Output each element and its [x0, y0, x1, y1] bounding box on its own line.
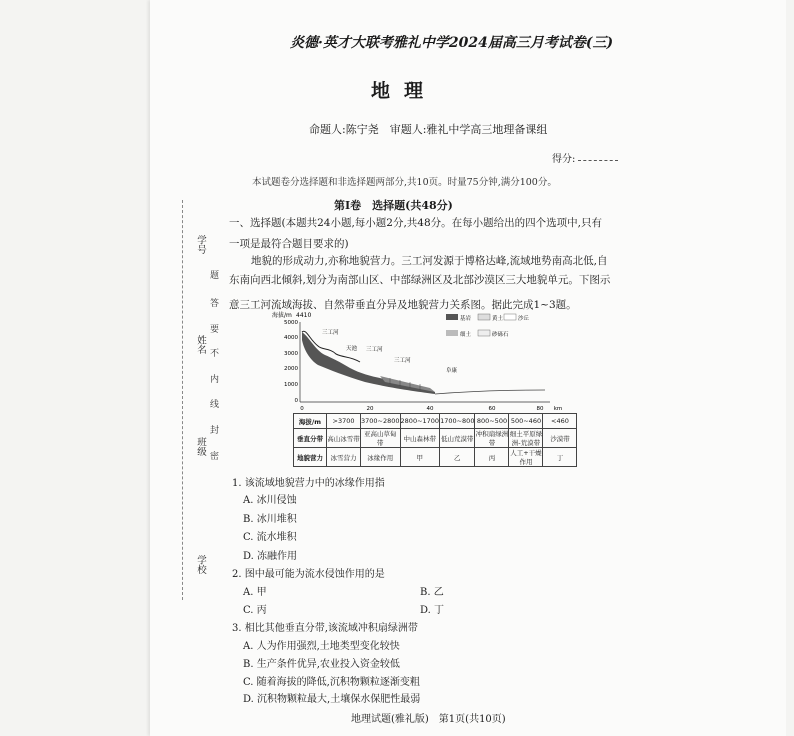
- legend-label: 黄土: [492, 316, 504, 322]
- question-2-option[interactable]: A. 甲: [243, 587, 267, 598]
- table-cell: 丙: [475, 448, 509, 467]
- axis-label: 海拔/m: [272, 312, 292, 319]
- school-label: 学校: [195, 555, 206, 574]
- student-id-label: 学号: [195, 235, 206, 254]
- place-label: 阜康: [446, 368, 458, 374]
- context-text: 东南向西北倾斜,划分为南部山区、中部绿洲区及北部沙漠区三大地貌单元。下图示: [229, 274, 611, 286]
- table-cell: 冰雪营力: [327, 448, 361, 467]
- elevation-profile-figure: [270, 310, 570, 413]
- table-cell: 800~500: [475, 414, 509, 429]
- table-cell: 垂直分带: [294, 429, 327, 448]
- question-1-stem: 1. 该流域地貌营力中的冰缘作用指: [232, 478, 385, 489]
- intro-text: 本试题卷分选择题和非选择题两部分,共10页。时量75分钟,满分100分。: [252, 177, 557, 188]
- binding-line: [182, 200, 183, 600]
- place-label: 三工河: [322, 330, 339, 336]
- table-cell: 细土平原绿洲-荒漠带: [509, 430, 543, 447]
- y-tick: 5000: [284, 320, 298, 326]
- peak-label: 4410: [296, 312, 312, 319]
- table-cell: 冰缘作用: [361, 448, 401, 467]
- table-cell: 高山冰雪带: [327, 429, 361, 448]
- setter-line: 命题人:陈宁尧 审题人:雅礼中学高三地理备课组: [309, 123, 548, 136]
- question-1-option[interactable]: B. 冰川堆积: [243, 514, 297, 525]
- x-tick: 40: [426, 406, 434, 412]
- table-cell: 亚高山草甸带: [361, 429, 401, 448]
- table-row: [294, 414, 577, 429]
- table-cell: 中山森林带: [400, 429, 440, 448]
- question-2-stem: 2. 图中最可能为流水侵蚀作用的是: [232, 569, 385, 580]
- section-heading: 一、选择题(本题共24小题,每小题2分,共48分。在每小题给出的四个选项中,只有: [229, 217, 603, 229]
- notice-char: 要: [210, 325, 220, 335]
- table-cell: 500~460: [509, 414, 543, 429]
- x-tick: 20: [366, 406, 374, 412]
- question-3-stem: 3. 相比其他垂直分带,该流域冲积扇绿洲带: [232, 623, 418, 634]
- notice-char: 不: [210, 349, 220, 359]
- y-tick: 2000: [284, 366, 298, 372]
- table-cell: 乙: [440, 448, 475, 467]
- notice-char: 封: [210, 426, 220, 436]
- class-label: 班级: [195, 437, 206, 456]
- table-cell: 1700~800: [440, 414, 475, 429]
- question-3-option[interactable]: A. 人为作用强烈,土地类型变化较快: [243, 641, 400, 652]
- place-label: 三工河: [366, 347, 383, 353]
- section-heading-cont: 一项是最符合题目要求的): [229, 238, 349, 250]
- score-label: 得分:: [552, 154, 576, 165]
- place-label: 天池: [346, 346, 358, 352]
- table-cell: 海拔/m: [294, 414, 327, 429]
- table-cell: 甲: [400, 448, 440, 467]
- table-cell: 3700~2800: [361, 414, 401, 429]
- legend-label: 细土: [460, 332, 472, 338]
- question-3-option[interactable]: B. 生产条件优异,农业投入资金较低: [243, 659, 400, 670]
- y-tick: 1000: [284, 382, 298, 388]
- question-1-option[interactable]: A. 冰川侵蚀: [243, 495, 297, 506]
- table-row: [294, 448, 577, 467]
- notice-char: 答: [210, 299, 220, 309]
- table-cell: 地貌营力: [294, 448, 327, 467]
- table-cell: 低山荒漠带: [440, 429, 475, 448]
- question-2-option[interactable]: B. 乙: [420, 587, 444, 598]
- question-2-option[interactable]: D. 丁: [420, 605, 445, 616]
- x-tick: 60: [488, 406, 496, 412]
- exam-title: 炎德·英才大联考雅礼中学2024届高三月考试卷(三): [290, 35, 614, 51]
- table-cell: 冲积扇绿洲带: [475, 430, 509, 447]
- notice-char: 内: [210, 375, 220, 385]
- legend-label: 基岩: [460, 316, 472, 322]
- y-tick: 0: [294, 398, 298, 404]
- place-label: 三工河: [394, 358, 411, 364]
- table-cell: >3700: [327, 414, 361, 429]
- table-cell: 2800~1700: [400, 414, 440, 429]
- table-cell: <460: [543, 414, 577, 429]
- legend-label: 沙丘: [518, 316, 530, 322]
- table-cell: 丁: [543, 448, 577, 467]
- part-title: 第Ⅰ卷 选择题(共48分): [334, 199, 453, 212]
- question-1-option[interactable]: D. 冻融作用: [243, 551, 298, 562]
- question-3-option[interactable]: C. 随着海拔的降低,沉积物颗粒逐渐变粗: [243, 677, 420, 688]
- page-footer: 地理试题(雅礼版) 第1页(共10页): [351, 714, 506, 725]
- notice-char: 题: [210, 271, 220, 281]
- x-tick: 80: [536, 406, 544, 412]
- x-tick: 0: [300, 406, 304, 412]
- context-text: 地貌的形成动力,亦称地貌营力。三工河发源于博格达峰,流域地势南高北低,自: [251, 255, 608, 267]
- table-row: [294, 429, 577, 448]
- question-1-option[interactable]: C. 流水堆积: [243, 532, 297, 543]
- notice-char: 密: [210, 452, 220, 462]
- table-cell: 人工+干燥作用: [510, 449, 542, 466]
- score-blank[interactable]: [578, 160, 618, 161]
- y-tick: 3000: [284, 351, 298, 357]
- table-cell: 沙漠带: [543, 429, 577, 448]
- name-label: 姓名: [195, 335, 206, 354]
- y-tick: 4000: [284, 335, 298, 341]
- question-2-option[interactable]: C. 丙: [243, 605, 267, 616]
- context-text: 意三工河流域海拔、自然带垂直分异及地貌营力关系图。据此完成1~3题。: [229, 299, 577, 311]
- x-unit: km: [553, 406, 563, 412]
- question-3-option[interactable]: D. 沉积物颗粒最大,土壤保水保肥性最弱: [243, 694, 421, 705]
- landform-force-table: [293, 413, 577, 467]
- legend-label: 砂砾石: [492, 332, 509, 338]
- subject-title: 地理: [371, 80, 438, 102]
- notice-char: 线: [210, 400, 220, 410]
